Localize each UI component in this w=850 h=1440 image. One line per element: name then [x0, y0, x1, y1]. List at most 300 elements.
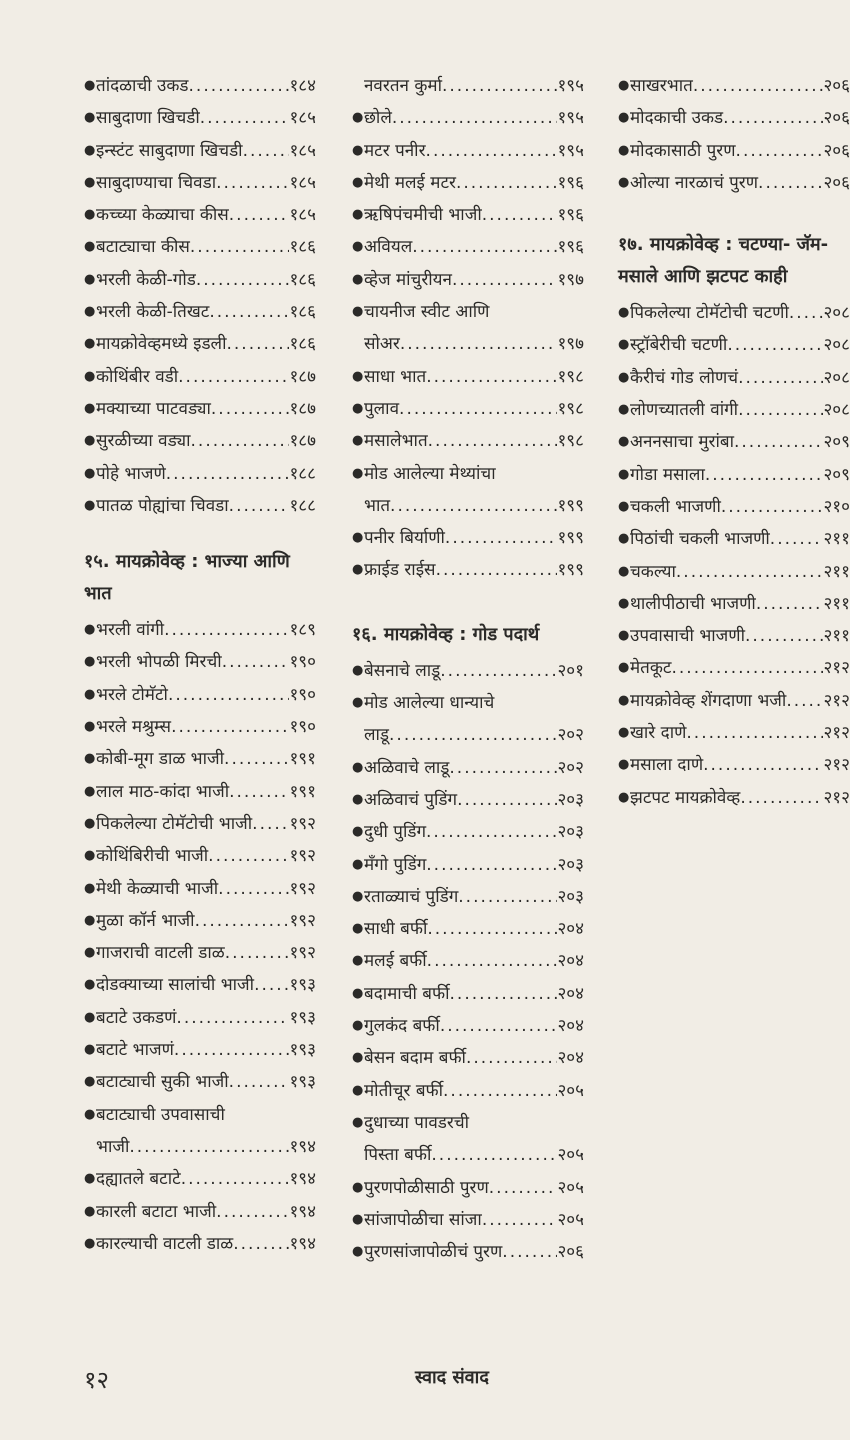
dot-leader: [390, 490, 557, 522]
bullet-icon: ●: [84, 945, 96, 961]
toc-entry: [618, 685, 850, 717]
bullet-icon: ●: [84, 783, 96, 799]
toc-list: [352, 655, 584, 1269]
entry-page-number: २०३: [557, 854, 584, 875]
dot-leader: [671, 652, 823, 684]
dot-leader: [693, 70, 824, 102]
entry-title: गाजराची वाटली डाळ: [96, 943, 225, 964]
entry-title: नवरतन कुर्मा: [364, 76, 442, 96]
entry-title: सांजापोळीचा सांजा: [364, 1209, 482, 1230]
section-heading: १६. मायक्रोवेव्ह : गोड पदार्थ: [352, 623, 540, 645]
entry-title: पुरणसांजापोळीचं पुरण: [364, 1242, 503, 1263]
bullet-icon: ●: [84, 336, 96, 352]
dot-leader: [195, 905, 290, 937]
dot-leader: [457, 784, 557, 816]
toc-entry: [352, 296, 584, 328]
entry-title: कच्च्या केळ्याचा कीस: [96, 205, 229, 226]
entry-page-number: १८५: [289, 205, 316, 226]
entry-page-number: १९४: [289, 1136, 316, 1157]
entry-page-number: २०५: [557, 1177, 584, 1198]
bullet-icon: ●: [352, 530, 364, 546]
dot-leader: [178, 361, 289, 393]
entry-title: झटपट मायक्रोवेव्ह: [630, 787, 741, 808]
entry-page-number: १९८: [557, 398, 584, 419]
section-heading: १७. मायक्रोवेव्ह : चटण्या- जॅम-मसाले आणि झटपट काही: [618, 234, 829, 288]
entry-title: मोड आलेल्या मेथ्यांचा: [364, 463, 496, 484]
toc-entry: [84, 231, 316, 263]
entry-title: साबुदाणा खिचडी: [96, 108, 200, 129]
entry-title: बटाट्याची उपवासाची: [96, 1104, 225, 1125]
toc-entry: [84, 776, 316, 808]
bullet-icon: ●: [352, 1018, 364, 1034]
bullet-icon: ●: [352, 465, 364, 481]
entry-page-number: १९५: [557, 140, 584, 161]
dot-leader: [254, 969, 289, 1001]
entry-page-number: १९९: [557, 528, 584, 549]
toc-entry: [84, 296, 316, 328]
toc-entry: [352, 554, 584, 586]
toc-entry: [352, 522, 584, 554]
dot-leader: [171, 711, 289, 743]
bullet-icon: ●: [84, 465, 96, 481]
entry-title: लाल माठ-कांदा भाजी: [96, 781, 230, 802]
entry-page-number: २०१: [557, 660, 584, 681]
entry-page-number: २१२: [823, 755, 850, 776]
toc-entry: [84, 873, 316, 905]
dot-leader: [482, 1204, 558, 1236]
dot-leader: [226, 328, 289, 360]
toc-entry: [84, 1163, 316, 1195]
bullet-icon: ●: [618, 725, 630, 741]
entry-title: गुलकंद बर्फी: [364, 1016, 440, 1037]
toc-entry: [84, 264, 316, 296]
toc-entry: [84, 102, 316, 134]
bullet-icon: ●: [352, 921, 364, 937]
toc-entry: [84, 167, 316, 199]
dot-leader: [412, 231, 557, 263]
bullet-icon: ●: [84, 368, 96, 384]
bullet-icon: ●: [618, 595, 630, 611]
entry-page-number: १९१: [289, 749, 316, 770]
dot-leader: [233, 1228, 289, 1260]
dot-leader: [723, 102, 823, 134]
dot-leader: [458, 881, 557, 913]
entry-title: सुरळीच्या वड्या: [96, 431, 191, 452]
entry-title: मुळा कॉर्न भाजी: [96, 910, 195, 931]
toc-entry: [352, 816, 584, 848]
entry-title: मसालेभात: [364, 431, 428, 452]
toc-entry: [352, 1010, 584, 1042]
toc-entry: [84, 969, 316, 1001]
dot-leader: [789, 297, 824, 329]
toc-entry: [352, 752, 584, 784]
entry-title: भरली भोपळी मिरची: [96, 652, 222, 673]
bullet-icon: ●: [84, 497, 96, 513]
dot-leader: [209, 296, 289, 328]
entry-title: बेसनाचे लाडू: [364, 660, 441, 681]
entry-page-number: १९०: [289, 717, 316, 738]
bullet-icon: ●: [618, 402, 630, 418]
entry-page-number: १८९: [289, 620, 316, 641]
entry-title: पिस्ता बर्फी: [364, 1145, 432, 1166]
bullet-icon: ●: [84, 271, 96, 287]
entry-page-number: १९८: [557, 366, 584, 387]
entry-page-number: २११: [823, 626, 850, 647]
toc-entry: [84, 1099, 316, 1131]
entry-title: साबुदाण्याचा चिवडा: [96, 172, 217, 193]
entry-page-number: २०६: [823, 76, 850, 96]
dot-leader: [431, 1139, 557, 1171]
dot-leader: [216, 167, 289, 199]
bullet-icon: ●: [84, 848, 96, 864]
toc-entry: [84, 646, 316, 678]
bullet-icon: ●: [84, 1009, 96, 1025]
entry-title: मोतीचूर बर्फी: [364, 1080, 444, 1101]
toc-entry: [352, 881, 584, 913]
entry-title: लोणच्यातली वांगी: [630, 400, 739, 421]
bullet-icon: ●: [84, 1171, 96, 1187]
entry-title: बटाटे भाजणं: [96, 1040, 174, 1061]
dot-leader: [164, 614, 289, 646]
bullet-icon: ●: [618, 337, 630, 353]
entry-title: मायक्रोवेव्हमध्ये इडली: [96, 334, 227, 355]
entry-title: मटर पनीर: [364, 140, 426, 161]
dot-leader: [770, 523, 824, 555]
entry-page-number: २०२: [557, 757, 584, 778]
dot-leader: [703, 749, 823, 781]
entry-title: मेथी मलई मटर: [364, 172, 456, 193]
entry-page-number: १९९: [557, 560, 584, 581]
entry-page-number: २०४: [557, 983, 584, 1004]
entry-title: साधा भात: [364, 366, 427, 387]
entry-title: लाडू: [364, 725, 390, 746]
entry-title: उपवासाची भाजणी: [630, 626, 745, 647]
dot-leader: [736, 135, 824, 167]
entry-page-number: १९२: [289, 878, 316, 899]
bullet-icon: ●: [618, 563, 630, 579]
dot-leader: [174, 1034, 290, 1066]
entry-title: पिकलेल्या टोमॅटोची चटणी: [630, 303, 789, 324]
bullet-icon: ●: [618, 692, 630, 708]
dot-leader: [756, 588, 824, 620]
entry-page-number: १९३: [289, 1007, 316, 1028]
dot-leader: [686, 717, 823, 749]
toc-entry: [352, 199, 584, 231]
toc-entry: [352, 328, 584, 360]
dot-leader: [196, 264, 290, 296]
bullet-icon: ●: [84, 142, 96, 158]
toc-entry: [352, 393, 584, 425]
entry-title: भरले टोमॅटो: [96, 684, 168, 705]
entry-page-number: १९२: [289, 813, 316, 834]
bullet-icon: ●: [84, 622, 96, 638]
entry-page-number: १८८: [289, 495, 316, 516]
entry-title: तांदळाची उकड: [96, 76, 189, 96]
bullet-icon: ●: [352, 791, 364, 807]
entry-page-number: १८६: [289, 302, 316, 323]
entry-page-number: १९४: [289, 1201, 316, 1222]
entry-title: अवियल: [364, 237, 413, 258]
toc-entry: [84, 458, 316, 490]
dot-leader: [758, 167, 823, 199]
toc-entry: [618, 102, 850, 134]
bullet-icon: ●: [352, 695, 364, 711]
toc-column-1: [84, 70, 316, 1260]
bullet-icon: ●: [352, 759, 364, 775]
toc-entry: [352, 458, 584, 490]
bullet-icon: ●: [84, 1106, 96, 1122]
entry-page-number: १९०: [289, 652, 316, 673]
toc-entry: [352, 1042, 584, 1074]
bullet-icon: ●: [352, 400, 364, 416]
toc-entry: [352, 1107, 584, 1139]
toc-entry: [84, 937, 316, 969]
entry-title: बदामाची बर्फी: [364, 983, 450, 1004]
entry-page-number: १८५: [289, 172, 316, 193]
bullet-icon: ●: [84, 1074, 96, 1090]
toc-entry: [352, 1075, 584, 1107]
bullet-icon: ●: [352, 953, 364, 969]
dot-leader: [440, 655, 557, 687]
entry-title: कोथिंबीर वडी: [96, 366, 179, 387]
entry-page-number: १९७: [557, 269, 584, 290]
bullet-icon: ●: [84, 239, 96, 255]
entry-title: भात: [364, 495, 391, 516]
entry-title: बटाट्याची सुकी भाजी: [96, 1072, 229, 1093]
toc-entry: [352, 978, 584, 1010]
entry-title: दह्यातले बटाटे: [96, 1169, 181, 1190]
entry-title: भरली वांगी: [96, 620, 165, 641]
entry-page-number: १८५: [289, 108, 316, 129]
entry-page-number: १९६: [557, 172, 584, 193]
entry-title: रताळ्याचं पुडिंग: [364, 886, 459, 907]
toc-entry: [618, 297, 850, 329]
entry-title: इन्स्टंट साबुदाणा खिचडी: [96, 140, 243, 161]
entry-page-number: २०६: [823, 108, 850, 129]
toc-entry: [352, 784, 584, 816]
toc-entry: [84, 199, 316, 231]
toc-entry: [352, 945, 584, 977]
entry-page-number: १८७: [289, 431, 316, 452]
entry-page-number: २०३: [557, 822, 584, 843]
book-title: स्वाद संवाद: [415, 1367, 489, 1388]
bullet-icon: ●: [618, 498, 630, 514]
toc-entry: [352, 655, 584, 687]
entry-page-number: १८७: [289, 366, 316, 387]
dot-leader: [734, 426, 823, 458]
bullet-icon: ●: [352, 1114, 364, 1130]
toc-entry: [352, 135, 584, 167]
toc-entry: [352, 1172, 584, 1204]
entry-page-number: १९४: [289, 1169, 316, 1190]
toc-entry: [352, 849, 584, 881]
bullet-icon: ●: [618, 142, 630, 158]
entry-page-number: १९२: [289, 943, 316, 964]
toc-entry: [618, 782, 850, 814]
entry-page-number: १८४: [289, 76, 316, 96]
entry-title: अळिवाचं पुडिंग: [364, 789, 458, 810]
toc-entry: [618, 556, 850, 588]
toc-list: [84, 614, 316, 1260]
dot-leader: [229, 776, 289, 808]
entry-title: मेथी केळ्याची भाजी: [96, 878, 219, 899]
bullet-icon: ●: [352, 1050, 364, 1066]
section-heading: १५. मायक्रोवेव्ह : भाज्या आणि भात: [84, 551, 290, 605]
bullet-icon: ●: [84, 912, 96, 928]
dot-leader: [129, 1131, 289, 1163]
dot-leader: [428, 425, 558, 457]
toc-entry: [84, 1034, 316, 1066]
toc-entry: [352, 913, 584, 945]
toc-entry: [618, 426, 850, 458]
bullet-icon: ●: [618, 531, 630, 547]
entry-page-number: १९३: [289, 975, 316, 996]
bullet-icon: ●: [352, 271, 364, 287]
bullet-icon: ●: [352, 662, 364, 678]
entry-page-number: १९९: [557, 495, 584, 516]
bullet-icon: ●: [352, 239, 364, 255]
bullet-icon: ●: [352, 562, 364, 578]
toc-entry: [352, 361, 584, 393]
toc-entry: [352, 425, 584, 457]
entry-title: भरले मश्रुम्स: [96, 717, 172, 738]
bullet-icon: ●: [84, 304, 96, 320]
toc-entry: [618, 620, 850, 652]
entry-page-number: २०८: [823, 303, 850, 324]
entry-title: मोदकासाठी पुरण: [630, 140, 736, 161]
toc-entry: [618, 329, 850, 361]
entry-title: चकल्या: [630, 561, 676, 582]
toc-entry: [84, 743, 316, 775]
bullet-icon: ●: [84, 719, 96, 735]
bullet-icon: ●: [618, 110, 630, 126]
dot-leader: [243, 135, 290, 167]
dot-leader: [452, 264, 557, 296]
dot-leader: [466, 1042, 558, 1074]
toc-entry: [618, 749, 850, 781]
toc-list: [618, 70, 850, 199]
bullet-icon: ●: [352, 1211, 364, 1227]
dot-leader: [721, 491, 824, 523]
bullet-icon: [352, 70, 364, 102]
entry-title: दुधी पुडिंग: [364, 822, 427, 843]
toc-entry: [84, 425, 316, 457]
entry-title: पनीर बिर्याणी: [364, 528, 445, 549]
entry-page-number: २०३: [557, 886, 584, 907]
entry-title: कारल्याची वाटली डाळ: [96, 1233, 234, 1254]
entry-page-number: २११: [823, 529, 850, 550]
dot-leader: [168, 679, 290, 711]
page-number: १२: [84, 1366, 109, 1394]
toc-entry: [84, 1131, 316, 1163]
entry-title: पोहे भाजणे: [96, 463, 166, 484]
dot-leader: [502, 1236, 557, 1268]
bullet-icon: ●: [618, 369, 630, 385]
dot-leader: [426, 816, 557, 848]
entry-page-number: १९७: [557, 334, 584, 355]
dot-leader: [745, 620, 823, 652]
entry-page-number: २०८: [823, 367, 850, 388]
entry-title: भरली केळी-तिखट: [96, 302, 210, 323]
dot-leader: [705, 459, 824, 491]
toc-list: [352, 70, 584, 587]
entry-page-number: १९४: [289, 1233, 316, 1254]
dot-leader: [482, 199, 558, 231]
dot-leader: [740, 782, 823, 814]
entry-title: दोडक्याच्या सालांची भाजी: [96, 975, 255, 996]
dot-leader: [176, 1002, 289, 1034]
toc-entry: [352, 231, 584, 263]
toc-entry: [84, 393, 316, 425]
dot-leader: [436, 554, 558, 586]
dot-leader: [400, 328, 558, 360]
bullet-icon: ●: [352, 856, 364, 872]
entry-page-number: २०५: [557, 1145, 584, 1166]
bullet-icon: ●: [618, 434, 630, 450]
entry-page-number: २१२: [823, 690, 850, 711]
entry-title: बटाट्याचा कीस: [96, 237, 190, 258]
toc-entry: [618, 135, 850, 167]
dot-leader: [727, 329, 823, 361]
dot-leader: [216, 1196, 289, 1228]
bullet-icon: ●: [352, 142, 364, 158]
entry-page-number: २०६: [823, 140, 850, 161]
bullet-icon: ●: [618, 628, 630, 644]
dot-leader: [225, 937, 290, 969]
entry-page-number: २१२: [823, 723, 850, 744]
dot-leader: [224, 743, 289, 775]
entry-title: मसाला दाणे: [630, 755, 704, 776]
bullet-icon: ●: [84, 174, 96, 190]
entry-title: मलई बर्फी: [364, 951, 427, 972]
dot-leader: [426, 135, 558, 167]
dot-leader: [392, 102, 558, 134]
toc-entry: [618, 717, 850, 749]
bullet-icon: ●: [618, 174, 630, 190]
entry-page-number: २०६: [823, 172, 850, 193]
bullet-icon: ●: [84, 207, 96, 223]
dot-leader: [426, 849, 557, 881]
bullet-icon: ●: [352, 1179, 364, 1195]
toc-entry: [352, 490, 584, 522]
bullet-icon: ●: [84, 1042, 96, 1058]
dot-leader: [200, 102, 290, 134]
entry-page-number: २०९: [823, 464, 850, 485]
toc-entry: [84, 711, 316, 743]
toc-entry: [352, 264, 584, 296]
toc-column-2: [352, 70, 584, 1268]
bullet-icon: ●: [84, 1235, 96, 1251]
dot-leader: [426, 361, 557, 393]
entry-title: मेतकूट: [630, 658, 672, 679]
entry-title: मायक्रोवेव्ह शेंगदाणा भजी: [630, 690, 787, 711]
bullet-icon: ●: [84, 751, 96, 767]
entry-title: पिठांची चकली भाजणी: [630, 529, 770, 550]
dot-leader: [445, 522, 558, 554]
dot-leader: [229, 1066, 290, 1098]
bullet-icon: ●: [84, 433, 96, 449]
bullet-icon: ●: [352, 985, 364, 1001]
toc-entry: [84, 614, 316, 646]
entry-title: बटाटे उकडणं: [96, 1007, 177, 1028]
bullet-icon: ●: [84, 78, 96, 93]
bullet-icon: ●: [618, 789, 630, 805]
toc-entry: [352, 102, 584, 134]
entry-page-number: १९३: [289, 1040, 316, 1061]
bullet-icon: ●: [84, 880, 96, 896]
toc-entry: [84, 135, 316, 167]
dot-leader: [738, 394, 823, 426]
